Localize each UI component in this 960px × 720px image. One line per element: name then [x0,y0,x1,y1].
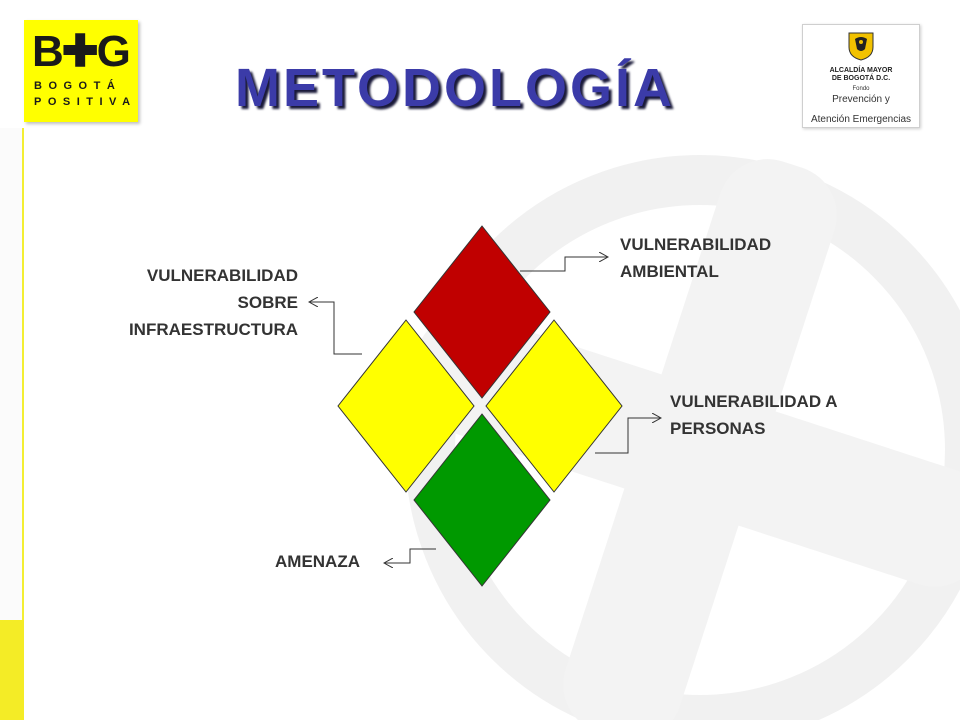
label-vulnerabilidad-personas [670,388,837,442]
label-vulnerabilidad-infraestructura [100,262,298,343]
alcaldia-line1: ALCALDÍA MAYOR [829,67,893,74]
connector-amenaza [385,549,436,563]
label-ambiental-line1: VULNERABILIDAD [620,235,772,254]
alcaldia-fondo: Fondo [852,86,870,92]
alcaldia-line3: Prevención y [832,94,890,105]
label-infra-line2: SOBRE [237,293,298,312]
label-amenaza [275,548,360,575]
alcaldia-line5: Atención Emergencias [810,114,912,125]
label-ambiental-line2: AMBIENTAL [620,262,719,281]
alcaldia-line2: DE BOGOTÁ D.C. [831,75,891,82]
label-infra-line1: VULNERABILIDAD [146,266,298,285]
label-amenaza-line1: AMENAZA [275,552,360,571]
label-vulnerabilidad-ambiental [620,231,771,285]
logo-bog-line2: POSITIVA [34,96,137,108]
logo-bog-line1: BOGOTÁ [34,80,122,92]
slide-title: METODOLOGÍA [235,58,676,118]
label-personas-line1: VULNERABILIDAD A [670,392,838,411]
connector-infraestructura [310,302,362,354]
label-personas-line2: PERSONAS [670,419,766,438]
label-infra-line3: INFRAESTRUCTURA [128,320,298,339]
connector-ambiental [520,257,607,271]
logo-bog-main: B✚G [32,27,129,76]
